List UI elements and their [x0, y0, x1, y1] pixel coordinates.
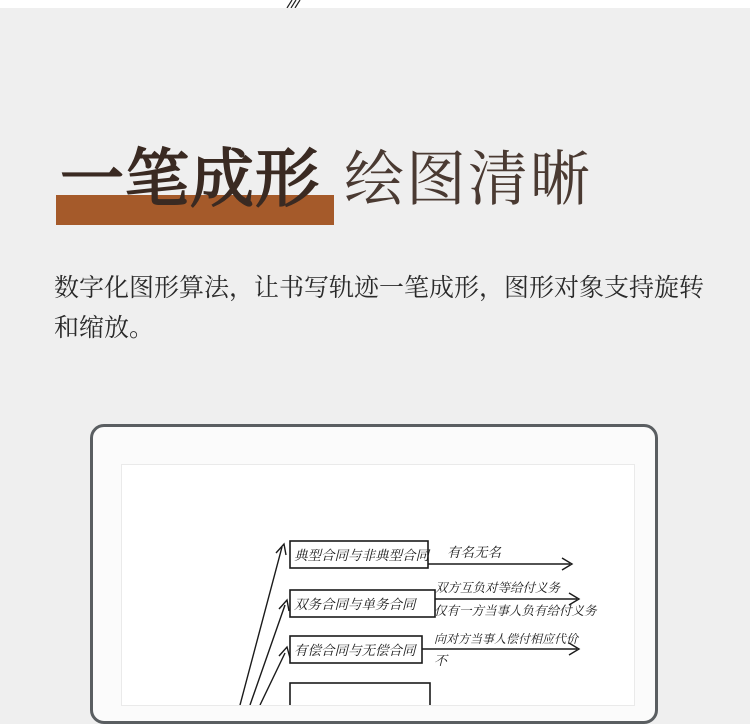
sketch-note-3: 仅有一方当事人负有给付义务 — [434, 603, 597, 618]
top-strip — [0, 0, 750, 8]
sketch-box-1-label: 典型合同与非典型合同 — [294, 548, 429, 564]
sketch-box-4 — [290, 683, 430, 705]
sketch-box-2-label: 双务合同与单务合同 — [294, 597, 416, 613]
headline-light: 绘图清晰 — [344, 145, 592, 215]
sketch-box-3-label: 有偿合同与无偿合同 — [294, 643, 416, 659]
headline-bold: 一笔成形 — [60, 143, 320, 217]
handwritten-sketch — [122, 465, 634, 705]
sketch-note-4: 向对方当事人偿付相应代价 — [434, 632, 579, 646]
top-decorative-marks — [283, 0, 307, 8]
sketch-note-2: 双方互负对等给付义务 — [435, 580, 561, 595]
feature-description: 数字化图形算法，让书写轨迹一笔成形，图形对象支持旋转和缩放。 — [54, 273, 705, 342]
headline — [56, 140, 696, 230]
device-screen — [122, 465, 634, 705]
sketch-note-1: 有名无名 — [447, 545, 501, 561]
sketch-note-5: 不 — [434, 654, 448, 669]
